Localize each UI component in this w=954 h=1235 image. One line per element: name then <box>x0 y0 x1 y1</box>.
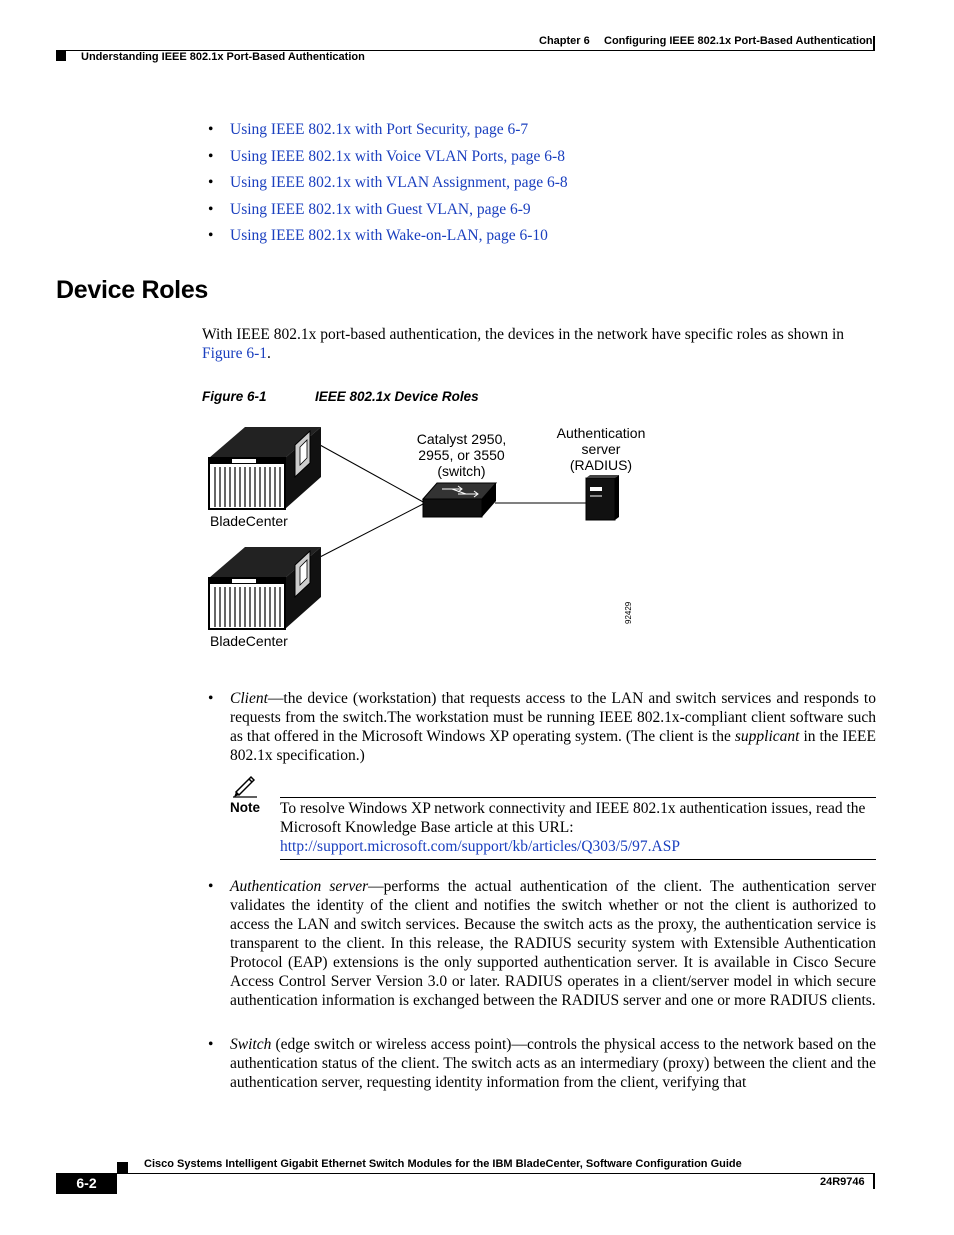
note-label: Note <box>230 800 260 815</box>
note-rule-bottom <box>280 859 876 860</box>
header-chapter: Chapter 6 <box>539 35 590 47</box>
bladecenter-2-label: BladeCenter <box>210 633 288 649</box>
header-chapter-title: Configuring IEEE 802.1x Port-Based Authentication <box>604 35 873 47</box>
xref-link[interactable]: Using IEEE 802.1x with Guest VLAN, page 6-9 <box>230 200 531 218</box>
client-item: • Client—the device (workstation) that requests access to the LAN and switch services and responds to requests from the switch.The workstation must be running IEEE 802.1x-compliant client software such as that offered in the Microsoft Windows XP operating system. (The client is the supplicant in the IEEE 802.1x specification.) <box>208 690 876 764</box>
list-item: • Using IEEE 802.1x with Voice VLAN Ports, page 6-8 <box>208 147 565 165</box>
footer-doc-id: 24R9746 <box>820 1176 865 1188</box>
server-label: Authentication server (RADIUS) <box>556 425 646 473</box>
footer-rule <box>56 1173 875 1174</box>
section-title: Device Roles <box>56 276 209 304</box>
list-item: • Using IEEE 802.1x with Guest VLAN, page 6-9 <box>208 200 531 218</box>
auth-server-item: • Authentication server—performs the actual authentication of the client. The authentication server validates the identity of the client and notifies the switch whether or not the client is authorized to access the LAN and switch services. Because the switch acts as the proxy, the authentication service is transparent to the client. In this release, the RADIUS security system with Extensible Authentication Protocol (EAP) extensions is the only supported authentication server. It is available in Cisco Secure Access Control Server Version 3.0 or later. RADIUS operates in a client/server model in which secure authentication information is exchanged between the RADIUS server and one or more RADIUS clients. <box>208 878 877 1009</box>
list-item: • Using IEEE 802.1x with Wake-on-LAN, page 6-10 <box>208 227 548 244</box>
bladecenter-2-icon <box>209 547 321 629</box>
link-blade2-switch <box>320 503 425 557</box>
list-item: • Using IEEE 802.1x with VLAN Assignment, page 6-8 <box>208 174 568 191</box>
kb-article-link[interactable]: http://support.microsoft.com/support/kb/articles/Q303/5/97.ASP <box>280 838 680 855</box>
figure-link[interactable]: Figure 6-1 <box>202 345 268 362</box>
switch-label: Catalyst 2950, 2955, or 3550 (switch) <box>416 431 507 479</box>
footer-marker <box>117 1162 128 1173</box>
figure-number: Figure 6-1 <box>202 389 267 404</box>
note-pencil-icon <box>232 774 258 798</box>
xref-link[interactable]: Using IEEE 802.1x with VLAN Assignment, page 6-8 <box>230 174 568 191</box>
figure-id: 92429 <box>624 601 633 624</box>
footer-title: Cisco Systems Intelligent Gigabit Ethernet Switch Modules for the IBM BladeCenter, Software Configuration Guide <box>144 1158 742 1170</box>
figure-title: IEEE 802.1x Device Roles <box>315 389 479 404</box>
xref-link[interactable]: Using IEEE 802.1x with Wake-on-LAN, page 6-10 <box>230 227 548 244</box>
xref-link[interactable]: Using IEEE 802.1x with Voice VLAN Ports, page 6-8 <box>230 147 565 165</box>
xref-link[interactable]: Using IEEE 802.1x with Port Security, page 6-7 <box>230 121 529 138</box>
bladecenter-1-icon <box>209 427 321 509</box>
note-text: To resolve Windows XP network connectivity and IEEE 802.1x authentication issues, read the Microsoft Knowledge Base article at this URL: http://support.microsoft.com/support/kb/articles/Q303/5/97.ASP <box>280 799 876 856</box>
header-section: Understanding IEEE 802.1x Port-Based Authentication <box>81 51 365 63</box>
switch-icon <box>423 483 496 517</box>
list-item: • Using IEEE 802.1x with Port Security, page 6-7 <box>208 121 529 138</box>
page-number: 6-2 <box>76 1175 97 1191</box>
header-rule-vertical <box>873 36 875 51</box>
switch-item: • Switch (edge switch or wireless access point)—controls the physical access to the network based on the authentication status of the client. The switch acts as an intermediary (proxy) between the client and the authentication server, requesting identity information from the client, verifying that <box>208 1036 876 1091</box>
server-icon <box>586 475 619 520</box>
header-marker <box>56 51 66 61</box>
note-rule-top <box>280 797 876 798</box>
bladecenter-1-label: BladeCenter <box>210 513 288 529</box>
intro-paragraph: With IEEE 802.1x port-based authentication, the devices in the network have specific roles as shown in Figure 6-1. <box>202 326 845 362</box>
footer-rule-vertical <box>873 1174 875 1189</box>
cross-reference-list <box>208 120 568 253</box>
